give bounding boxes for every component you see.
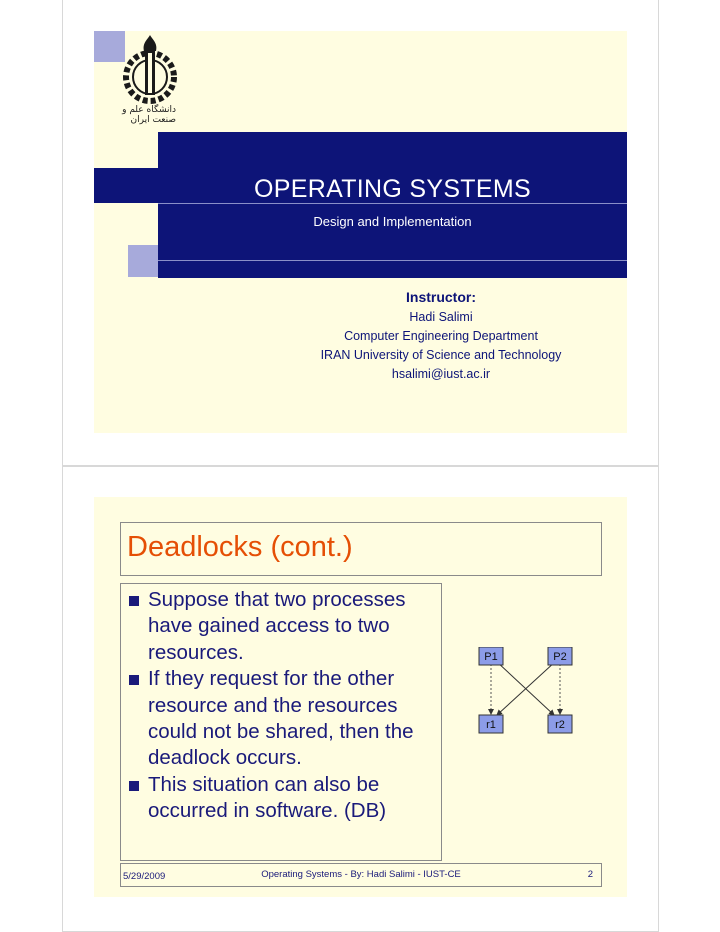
footer [120, 863, 602, 887]
square-bullet-icon [129, 596, 139, 606]
resource-label: r2 [555, 719, 565, 731]
hold-edge [496, 661, 554, 715]
content-slide [94, 497, 627, 897]
logo-caption: دانشگاه علم و صنعت ایران [122, 105, 176, 125]
footer-title: Operating Systems - By: Hadi Salimi - IUST-CE [261, 869, 461, 880]
bullet-item: Suppose that two processes have gained access to two resources. [128, 587, 442, 666]
instructor-label: Instructor: [406, 289, 476, 305]
instructor-email: hsalimi@iust.ac.ir [391, 367, 491, 381]
title-slide [94, 31, 627, 433]
instructor-name: Hadi Salimi [409, 310, 473, 324]
divider [158, 260, 627, 261]
deco-square [128, 245, 158, 277]
page-number: 2 [587, 869, 593, 880]
title-band [158, 132, 627, 278]
square-bullet-icon [129, 675, 139, 685]
department: Computer Engineering Department [344, 329, 538, 343]
slide-title: OPERATING SYSTEMS [254, 175, 531, 203]
bullet-item: This situation can also be occurred in software. (DB) [128, 772, 442, 825]
deco-square [94, 168, 128, 203]
bullet-list [128, 587, 442, 825]
slide-subtitle: Design and Implementation [313, 214, 472, 229]
university-name: IRAN University of Science and Technology [320, 348, 562, 362]
bullet-frame [120, 583, 442, 861]
process-label: P2 [553, 651, 567, 663]
handout-page-1 [62, 0, 659, 466]
university-logo [106, 33, 196, 133]
handout-page-2 [62, 466, 659, 932]
resource-label: r1 [486, 719, 496, 731]
bullet-item: If they request for the other resource and the resources could not be shared, then the deadlock occurs. [128, 666, 442, 772]
process-label: P1 [484, 651, 498, 663]
slide-title: Deadlocks (cont.) [127, 531, 353, 563]
square-bullet-icon [129, 781, 139, 791]
footer-date: 5/29/2009 [123, 871, 166, 882]
deadlock-diagram [474, 647, 594, 757]
title-frame [120, 522, 602, 576]
deco-square [128, 168, 158, 203]
hold-edge [497, 661, 556, 715]
